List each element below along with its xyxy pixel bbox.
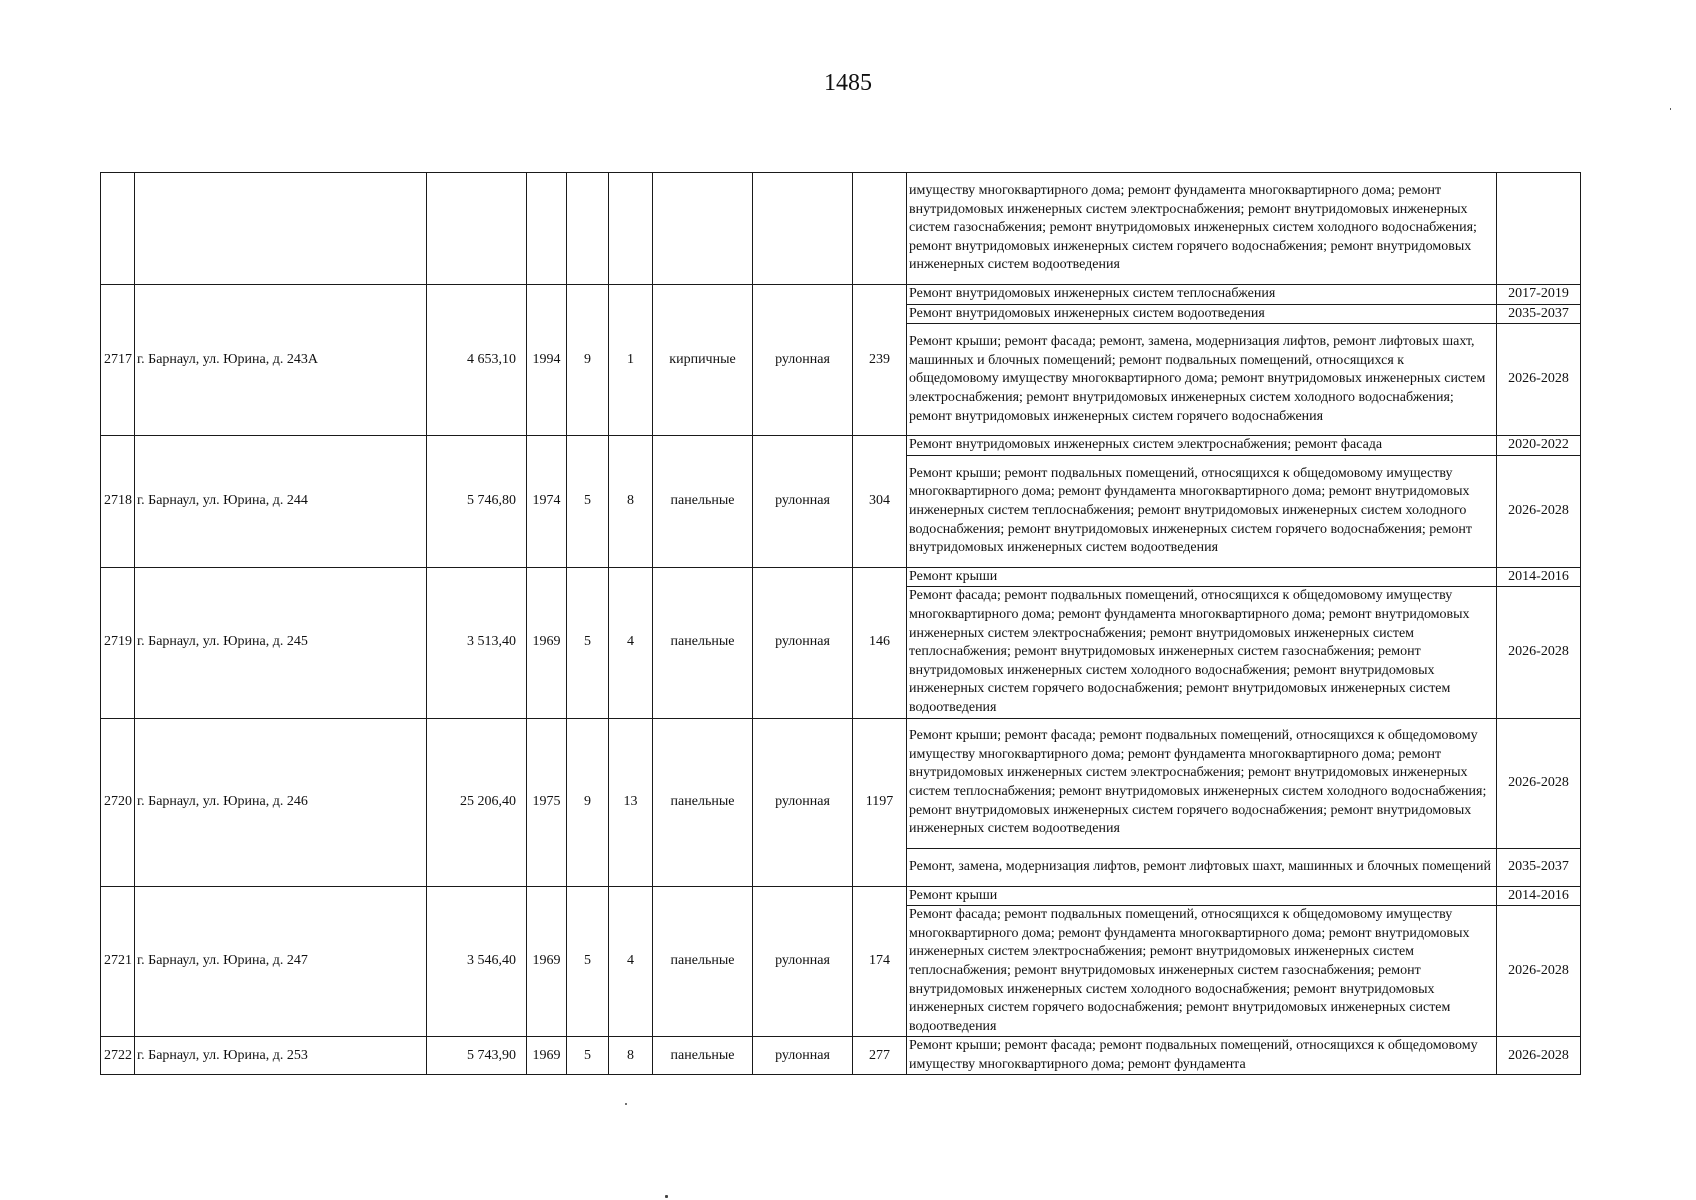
- residents: 146: [853, 567, 907, 718]
- floors: 9: [567, 718, 609, 886]
- page-number: 1485: [824, 70, 872, 96]
- residents: 174: [853, 886, 907, 1037]
- wall-material: кирпичные: [653, 285, 753, 436]
- continuation-row: [101, 173, 1581, 285]
- cell-blank: [135, 173, 427, 285]
- work-description: Ремонт крыши; ремонт фасада; ремонт подвальных помещений, относящихся к общедомовому имуществу многоквартирного дома; ремонт фундамента многоквартирного дома; ремонт внутридомовых инженерных систем электроснабжения; ремонт внутридомовых инженерных систем теплоснабжения; ремонт внутридомовых инженерных систем холодного водоснабжения; ремонт внутридомовых инженерных систем горячего водоснабжения; ремонт внутридомовых инженерных систем водоотведения: [907, 718, 1497, 848]
- work-description: Ремонт внутридомовых инженерных систем водоотведения: [907, 304, 1497, 324]
- work-period: 2014-2016: [1497, 886, 1581, 906]
- cell-blank: [567, 173, 609, 285]
- build-year: 1994: [527, 285, 567, 436]
- build-year: 1974: [527, 436, 567, 568]
- work-period: 2026-2028: [1497, 718, 1581, 848]
- floors: 5: [567, 436, 609, 568]
- entrances: 8: [609, 436, 653, 568]
- total-area: 25 206,40: [427, 718, 527, 886]
- work-description: Ремонт фасада; ремонт подвальных помещений, относящихся к общедомовому имуществу многоквартирного дома; ремонт фундамента многоквартирного дома; ремонт внутридомовых инженерных систем электроснабжения; ремонт внутридомовых инженерных систем теплоснабжения; ремонт внутридомовых инженерных систем газоснабжения; ремонт внутридомовых инженерных систем холодного водоснабжения; ремонт внутридомовых инженерных систем горячего водоснабжения; ремонт внутридомовых инженерных систем водоотведения: [907, 906, 1497, 1037]
- residents: 277: [853, 1037, 907, 1075]
- total-area: 5 743,90: [427, 1037, 527, 1075]
- floors: 5: [567, 567, 609, 718]
- work-period: 2026-2028: [1497, 455, 1581, 567]
- work-description: Ремонт крыши: [907, 886, 1497, 906]
- work-description: Ремонт крыши: [907, 567, 1497, 587]
- entrances: 4: [609, 567, 653, 718]
- residents: 304: [853, 436, 907, 568]
- row-number: 2720: [101, 718, 135, 886]
- floors: 9: [567, 285, 609, 436]
- row-number: 2721: [101, 886, 135, 1037]
- scan-speck: [625, 1103, 627, 1105]
- address: г. Барнаул, ул. Юрина, д. 244: [135, 436, 427, 568]
- cell-blank: [427, 173, 527, 285]
- roof-type: рулонная: [753, 285, 853, 436]
- wall-material: панельные: [653, 718, 753, 886]
- entrances: 4: [609, 886, 653, 1037]
- cell-blank: [853, 173, 907, 285]
- work-period: 2014-2016: [1497, 567, 1581, 587]
- table-row: [101, 436, 1581, 456]
- work-description: Ремонт внутридомовых инженерных систем электроснабжения; ремонт фасада: [907, 436, 1497, 456]
- floors: 5: [567, 886, 609, 1037]
- table-row: [101, 886, 1581, 906]
- total-area: 3 513,40: [427, 567, 527, 718]
- work-description: Ремонт крыши; ремонт фасада; ремонт подвальных помещений, относящихся к общедомовому имуществу многоквартирного дома; ремонт фундамента: [907, 1037, 1497, 1075]
- wall-material: панельные: [653, 567, 753, 718]
- floors: 5: [567, 1037, 609, 1075]
- work-description: Ремонт внутридомовых инженерных систем теплоснабжения: [907, 285, 1497, 305]
- cell-blank: [527, 173, 567, 285]
- capital-repair-table: [100, 172, 1581, 1075]
- roof-type: рулонная: [753, 718, 853, 886]
- wall-material: панельные: [653, 886, 753, 1037]
- cell-blank: [609, 173, 653, 285]
- residents: 1197: [853, 718, 907, 886]
- table-row: [101, 285, 1581, 305]
- cell-blank: [1497, 173, 1581, 285]
- row-number: 2718: [101, 436, 135, 568]
- scan-speck: [1670, 108, 1671, 110]
- entrances: 13: [609, 718, 653, 886]
- total-area: 3 546,40: [427, 886, 527, 1037]
- work-description: Ремонт, замена, модернизация лифтов, ремонт лифтовых шахт, машинных и блочных помещений: [907, 848, 1497, 886]
- work-period: 2035-2037: [1497, 848, 1581, 886]
- work-period: 2020-2022: [1497, 436, 1581, 456]
- work-description: имуществу многоквартирного дома; ремонт фундамента многоквартирного дома; ремонт внутридомовых инженерных систем электроснабжения; ремонт внутридомовых инженерных систем газоснабжения; ремонт внутридомовых инженерных систем холодного водоснабжения; ремонт внутридомовых инженерных систем горячего водоснабжения; ремонт внутридомовых инженерных систем водоотведения: [907, 173, 1497, 285]
- address: г. Барнаул, ул. Юрина, д. 247: [135, 886, 427, 1037]
- roof-type: рулонная: [753, 436, 853, 568]
- address: г. Барнаул, ул. Юрина, д. 253: [135, 1037, 427, 1075]
- row-number: 2719: [101, 567, 135, 718]
- scan-speck: [665, 1195, 668, 1198]
- row-number: 2722: [101, 1037, 135, 1075]
- table-row: [101, 567, 1581, 587]
- wall-material: панельные: [653, 436, 753, 568]
- address: г. Барнаул, ул. Юрина, д. 245: [135, 567, 427, 718]
- work-description: Ремонт фасада; ремонт подвальных помещений, относящихся к общедомовому имуществу многоквартирного дома; ремонт фундамента многоквартирного дома; ремонт внутридомовых инженерных систем электроснабжения; ремонт внутридомовых инженерных систем теплоснабжения; ремонт внутридомовых инженерных систем газоснабжения; ремонт внутридомовых инженерных систем холодного водоснабжения; ремонт внутридомовых инженерных систем горячего водоснабжения; ремонт внутридомовых инженерных систем водоотведения: [907, 587, 1497, 718]
- work-period: 2026-2028: [1497, 324, 1581, 436]
- entrances: 8: [609, 1037, 653, 1075]
- residents: 239: [853, 285, 907, 436]
- cell-blank: [101, 173, 135, 285]
- build-year: 1969: [527, 1037, 567, 1075]
- entrances: 1: [609, 285, 653, 436]
- wall-material: панельные: [653, 1037, 753, 1075]
- cell-blank: [753, 173, 853, 285]
- work-period: 2026-2028: [1497, 906, 1581, 1037]
- total-area: 5 746,80: [427, 436, 527, 568]
- work-period: 2035-2037: [1497, 304, 1581, 324]
- table-row: [101, 718, 1581, 848]
- build-year: 1969: [527, 886, 567, 1037]
- work-description: Ремонт крыши; ремонт подвальных помещений, относящихся к общедомовому имуществу многоквартирного дома; ремонт фундамента многоквартирного дома; ремонт внутридомовых инженерных систем теплоснабжения; ремонт внутридомовых инженерных систем холодного водоснабжения; ремонт внутридомовых инженерных систем горячего водоснабжения; ремонт внутридомовых инженерных систем водоотведения: [907, 455, 1497, 567]
- cell-blank: [653, 173, 753, 285]
- work-period: 2017-2019: [1497, 285, 1581, 305]
- total-area: 4 653,10: [427, 285, 527, 436]
- roof-type: рулонная: [753, 886, 853, 1037]
- work-period: 2026-2028: [1497, 1037, 1581, 1075]
- build-year: 1969: [527, 567, 567, 718]
- roof-type: рулонная: [753, 567, 853, 718]
- roof-type: рулонная: [753, 1037, 853, 1075]
- row-number: 2717: [101, 285, 135, 436]
- work-description: Ремонт крыши; ремонт фасада; ремонт, замена, модернизация лифтов, ремонт лифтовых шахт, машинных и блочных помещений; ремонт подвальных помещений, относящихся к общедомовому имуществу многоквартирного дома; ремонт внутридомовых инженерных систем электроснабжения; ремонт внутридомовых инженерных систем холодного водоснабжения; ремонт внутридомовых инженерных систем горячего водоснабжения: [907, 324, 1497, 436]
- build-year: 1975: [527, 718, 567, 886]
- table-row: [101, 1037, 1581, 1075]
- work-period: 2026-2028: [1497, 587, 1581, 718]
- address: г. Барнаул, ул. Юрина, д. 243А: [135, 285, 427, 436]
- address: г. Барнаул, ул. Юрина, д. 246: [135, 718, 427, 886]
